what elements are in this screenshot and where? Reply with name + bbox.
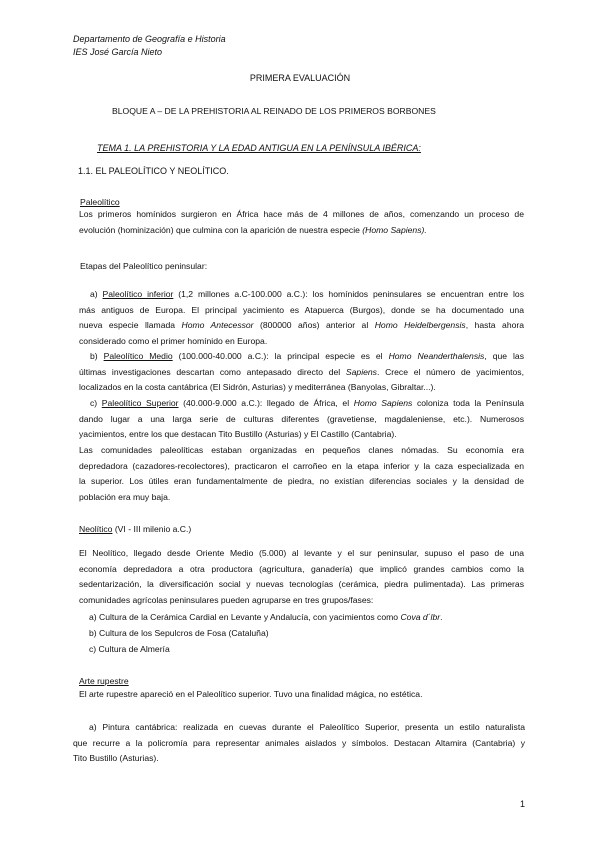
text-span: Homo Heidelbergensis	[374, 320, 466, 330]
text-line: a) Pintura cantábrica: realizada en cuevas durante el Paleolítico Superior, presenta un estilo naturalista	[89, 722, 525, 732]
paleolitico-heading: Paleolítico	[80, 197, 120, 207]
text-line: economía depredadora a otra productora (agricultura, ganadería) que implicó grandes cambios como la	[79, 563, 524, 574]
text-line	[79, 318, 524, 334]
text-line: comunidades agrícolas peninsulares pueden agruparse en tres grupos/fases:	[79, 594, 374, 605]
neolitico-heading	[79, 524, 191, 534]
text-line: Tito Bustillo (Asturias).	[73, 753, 159, 763]
etapa-a	[79, 287, 524, 349]
text-span: .	[440, 612, 443, 622]
text-span: b)	[90, 351, 104, 361]
paleolitico-intro	[79, 207, 524, 238]
text-span: coloniza toda la Península	[412, 398, 525, 408]
text-span: Homo Neanderthalensis	[388, 351, 485, 361]
text-line: más antiguos de Europa. El principal yacimiento es Atapuerca (Burgos), donde se ha documentado una	[79, 304, 524, 315]
text-span: (Homo Sapiens).	[362, 224, 427, 235]
text-line: El Neolítico, llegado desde Oriente Medio (5.000) al levante y el sur peninsular, supuso el paso de una	[79, 548, 524, 558]
text-span: evolución (hominización) que culmina con la aparición de nuestra especie	[79, 224, 363, 235]
pintura-cantabrica	[73, 720, 525, 767]
text-span: . Crece el número de yacimientos,	[376, 366, 524, 377]
arte-intro: El arte rupestre apareció en el Paleolítico superior. Tuvo una finalidad mágica, no estética.	[79, 689, 423, 699]
etapa-c	[79, 396, 524, 443]
text-line: población era muy baja.	[79, 491, 171, 502]
department-name: Departamento de Geografía e Historia	[73, 34, 226, 44]
text-span: Paleolítico Superior	[101, 398, 179, 408]
text-span: a) Cultura de la Cerámica Cardial en Levante y Andalucía, con yacimientos como	[89, 612, 401, 622]
topic-title: TEMA 1. LA PREHISTORIA Y LA EDAD ANTIGUA EN LA PENÍNSULA IBÉRICA:	[97, 143, 421, 153]
section-title: 1.1. EL PALEOLÍTICO Y NEOLÍTICO.	[78, 166, 229, 176]
text-line	[79, 223, 524, 239]
text-span: Homo Antecessor	[181, 320, 254, 330]
text-line: considerado como el primer homínido en Europa.	[79, 335, 268, 346]
text-span: Sapiens	[345, 366, 377, 377]
text-span: , hasta ahora	[465, 320, 525, 330]
text-line: localizados en la costa cantábrica (El Sidrón, Asturias) y mediterránea (Banyolas, Gibraltar...).	[79, 382, 436, 392]
text-span: nueva especie llamada	[79, 320, 182, 330]
text-span: Neolítico	[79, 524, 113, 534]
grupo-c: c) Cultura de Almería	[89, 644, 170, 654]
comunidades-paragraph	[79, 443, 524, 505]
page-number: 1	[520, 799, 526, 809]
etapa-b	[79, 349, 524, 396]
text-line: que recurre a la policromía para representar animales aislados y símbolos. Destacan Altamira (Cantabria) y	[73, 737, 525, 748]
text-line: Los primeros homínidos surgieron en África hace más de 4 millones de años, comenzando un proceso de	[79, 209, 524, 219]
text-line: yacimientos, entre los que destacan Tito Bustillo (Asturias) y El Castillo (Cantabria).	[79, 429, 397, 439]
text-span: Cova d´lbr	[400, 612, 441, 622]
neolitico-paragraph	[79, 546, 524, 608]
text-line: dando lugar a una larga serie de culturas diferentes (gravetiense, magdaleniense, etc.). Numerosos	[79, 413, 524, 424]
etapas-label: Etapas del Paleolítico peninsular:	[80, 261, 208, 271]
text-line: la superior. Los útiles eran fundamentalmente de piedra, no existían diferencias sociales y la densidad de	[79, 476, 524, 486]
text-span: (VI - III milenio a.C.)	[112, 524, 192, 534]
text-line	[79, 287, 524, 303]
text-span: (1,2 millones a.C-100.000 a.C.): los homínidos peninsulares se encuentran entre los	[173, 289, 524, 299]
text-span: últimas investigaciones descartan como antepasado directo del	[79, 366, 346, 377]
text-span: Homo Sapiens	[353, 398, 413, 408]
text-span: (800000 años) anterior al	[253, 320, 375, 330]
text-line: sedentarización, la diversificación social y nuevas tecnologías (cerámica, piedra pulimentada). Las primeras	[79, 579, 524, 589]
text-span: Paleolítico inferior	[102, 289, 174, 299]
text-line: depredadora (cazadores-recolectores), practicaron el carroñeo en la etapa inferior y la caza especializada en	[79, 460, 524, 471]
text-line: Las comunidades paleolíticas estaban organizadas en pequeños clanes nómadas. Su economía era	[79, 445, 524, 455]
block-title: BLOQUE A – DE LA PREHISTORIA AL REINADO DE LOS PRIMEROS BORBONES	[112, 106, 436, 116]
text-span: c)	[90, 398, 102, 408]
text-span: (100.000-40.000 a.C.): la principal especie es el	[172, 351, 389, 361]
text-line	[79, 349, 524, 365]
evaluation-title: PRIMERA EVALUACIÓN	[249, 73, 351, 83]
text-line	[79, 396, 524, 412]
school-name: IES José García Nieto	[73, 47, 163, 57]
text-span: Paleolítico Medio	[103, 351, 173, 361]
text-span: (40.000-9.000 a.C.): llegado de África, el	[178, 398, 354, 408]
text-span: a)	[90, 289, 103, 299]
grupo-b: b) Cultura de los Sepulcros de Fosa (Cataluña)	[89, 628, 269, 638]
arte-heading: Arte rupestre	[79, 676, 129, 686]
text-line	[79, 365, 524, 381]
text-span: , que las	[484, 351, 524, 361]
grupo-a	[89, 612, 443, 622]
